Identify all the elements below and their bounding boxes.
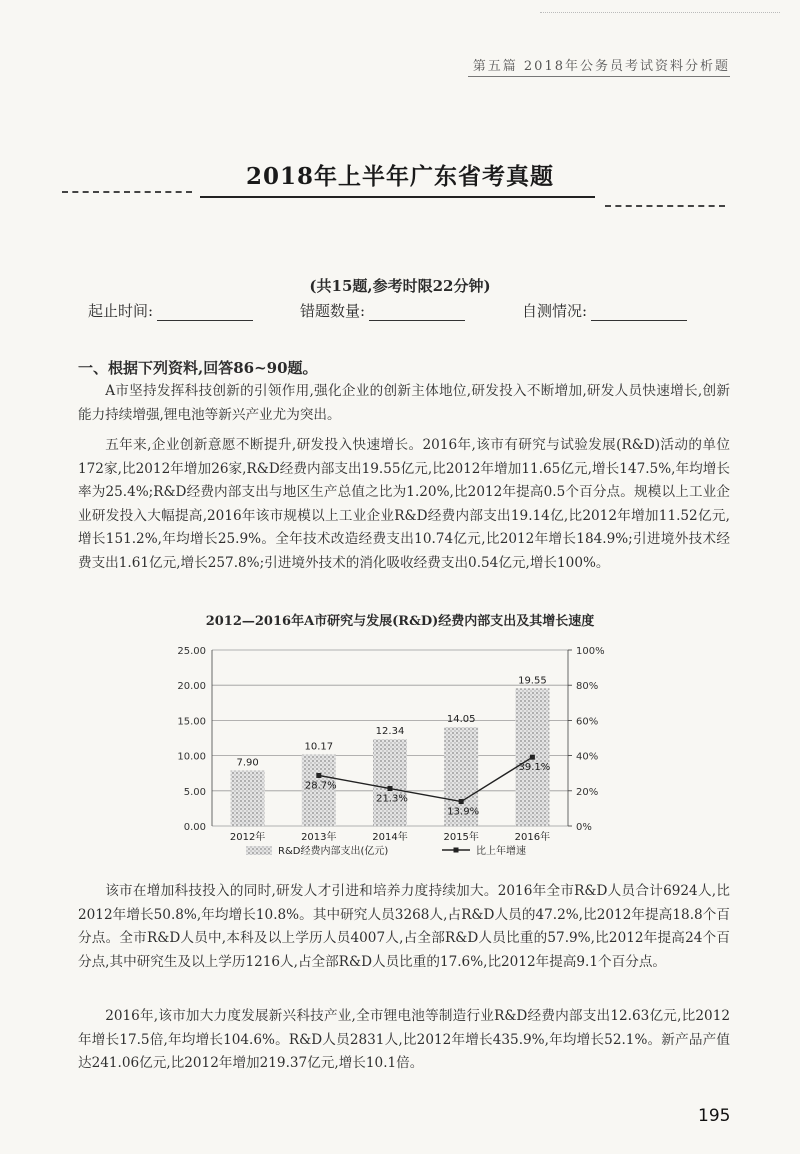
title-dash-right bbox=[605, 205, 725, 207]
right-tick-label: 0% bbox=[576, 822, 592, 833]
title-underline bbox=[200, 196, 595, 198]
paragraph-2: 五年来,企业创新意愿不断提升,研发投入快速增长。2016年,该市有研究与试验发展(R&D)活动的单位172家,比2012年增加26家,R&D经费内部支出19.55亿元,比2012年增加11.65亿元,增长147.5%,年均增长率为25.4%;R&D经费内部支出与地区生产总值之比为1.20%,比2012年提高0.5个百分点。规模以上工业企业研发投入大幅提高,2016年该市规模以上工业企业R&D经费内部支出19.14亿,比2012年增加11.52亿元,增长151.2%,年均增长25.9%。全年技术改造经费支出10.74亿元,比2012年增长184.9%;引进境外技术经费支出1.61亿元,增长257.8%;引进境外技术的消化吸收经费支出0.54亿元,增长100%。 bbox=[78, 437, 730, 571]
left-tick-label: 25.00 bbox=[177, 646, 206, 657]
bar bbox=[231, 770, 265, 826]
rd-expenditure-chart bbox=[160, 636, 640, 866]
legend-label-bar: R&D经费内部支出(亿元) bbox=[278, 846, 389, 857]
running-head-rule bbox=[468, 76, 730, 77]
growth-label: 39.1% bbox=[518, 762, 551, 774]
exam-subtitle: (共15题,参考时限22分钟) bbox=[309, 277, 491, 295]
start-time-label: 起止时间: bbox=[88, 302, 154, 320]
growth-line bbox=[319, 757, 533, 801]
section-heading: 一、根据下列资料,回答86~90题。 bbox=[78, 359, 318, 377]
title-dash-left bbox=[62, 191, 192, 193]
x-tick-label: 2015年 bbox=[443, 832, 479, 843]
growth-label: 21.3% bbox=[376, 793, 408, 805]
x-tick-label: 2013年 bbox=[301, 832, 337, 843]
paragraph-1: A市坚持发挥科技创新的引领作用,强化企业的创新主体地位,研发投入不断增加,研发人员快速增长,创新能力持续增强,锂电池等新兴产业尤为突出。 bbox=[78, 383, 730, 423]
start-time-blank[interactable] bbox=[157, 303, 253, 321]
paragraph-4: 2016年,该市加大力度发展新兴科技产业,全市锂电池等制造行业R&D经费内部支出12.63亿元,比2012年增长17.5倍,年均增长104.6%。R&D人员2831人,比2012年增长435.9%,年均增长52.1%。新产品产值达241.06亿元,比2012年增加219.37亿元,增长10.1倍。 bbox=[78, 1008, 730, 1071]
start-time-field[interactable] bbox=[88, 300, 253, 321]
legend-swatch-marker bbox=[454, 848, 459, 853]
self-test-label: 自测情况: bbox=[522, 302, 588, 320]
bar-value-label: 12.34 bbox=[375, 726, 405, 738]
bar-value-label: 10.17 bbox=[304, 741, 334, 753]
left-tick-label: 10.00 bbox=[177, 751, 206, 763]
bar-value-label: 14.05 bbox=[446, 714, 476, 726]
bar-value-label: 19.55 bbox=[518, 675, 547, 687]
bar-value-label: 7.90 bbox=[236, 757, 259, 769]
chart-title: 2012—2016年A市研究与发展(R&D)经费内部支出及其增长速度 bbox=[205, 614, 595, 629]
growth-point bbox=[459, 799, 464, 804]
wrong-count-field[interactable] bbox=[300, 300, 465, 321]
x-tick-label: 2014年 bbox=[372, 832, 408, 843]
paragraph-3: 该市在增加科技投入的同时,研发人才引进和培养力度持续加大。2016年全市R&D人员合计6924人,比2012年增长50.8%,年均增长10.8%。其中研究人员3268人,占R&D人员的47.2%,比2012年提高18.8个百分点。全市R&D人员中,本科及以上学历人员4007人,占全部R&D人员比重的57.9%,比2012年提高24个百分点,其中研究生及以上学历1216人,占全部R&D人员比重的17.6%,比2012年提高9.1个百分点。 bbox=[78, 883, 730, 970]
growth-point bbox=[530, 755, 535, 760]
right-tick-label: 60% bbox=[576, 716, 599, 728]
left-tick-label: 0.00 bbox=[183, 822, 206, 833]
legend-label-line: 比上年增速 bbox=[476, 846, 526, 857]
self-test-field[interactable] bbox=[522, 300, 687, 321]
page-number: 195 bbox=[698, 1106, 731, 1126]
right-tick-label: 80% bbox=[576, 681, 599, 693]
growth-label: 28.7% bbox=[304, 780, 337, 792]
left-tick-label: 15.00 bbox=[177, 716, 206, 728]
x-tick-label: 2012年 bbox=[229, 832, 266, 843]
x-tick-label: 2016年 bbox=[514, 832, 551, 843]
right-tick-label: 100% bbox=[576, 646, 605, 657]
growth-label: 13.9% bbox=[447, 806, 480, 818]
wrong-count-label: 错题数量: bbox=[300, 302, 366, 320]
exam-title: 2018年上半年广东省考真题 bbox=[245, 163, 554, 190]
bar bbox=[373, 739, 407, 826]
left-tick-label: 20.00 bbox=[177, 681, 206, 693]
right-tick-label: 40% bbox=[576, 751, 599, 763]
legend-swatch-bar bbox=[246, 846, 272, 855]
exam-record-fields bbox=[88, 300, 728, 328]
self-test-blank[interactable] bbox=[591, 303, 687, 321]
growth-point bbox=[316, 773, 321, 778]
top-edge-dots bbox=[540, 12, 780, 13]
right-tick-label: 20% bbox=[576, 786, 599, 798]
running-head: 第五篇 2018年公务员考试资料分析题 bbox=[472, 59, 730, 74]
wrong-count-blank[interactable] bbox=[369, 303, 465, 321]
left-tick-label: 5.00 bbox=[183, 786, 206, 798]
growth-point bbox=[388, 786, 393, 791]
